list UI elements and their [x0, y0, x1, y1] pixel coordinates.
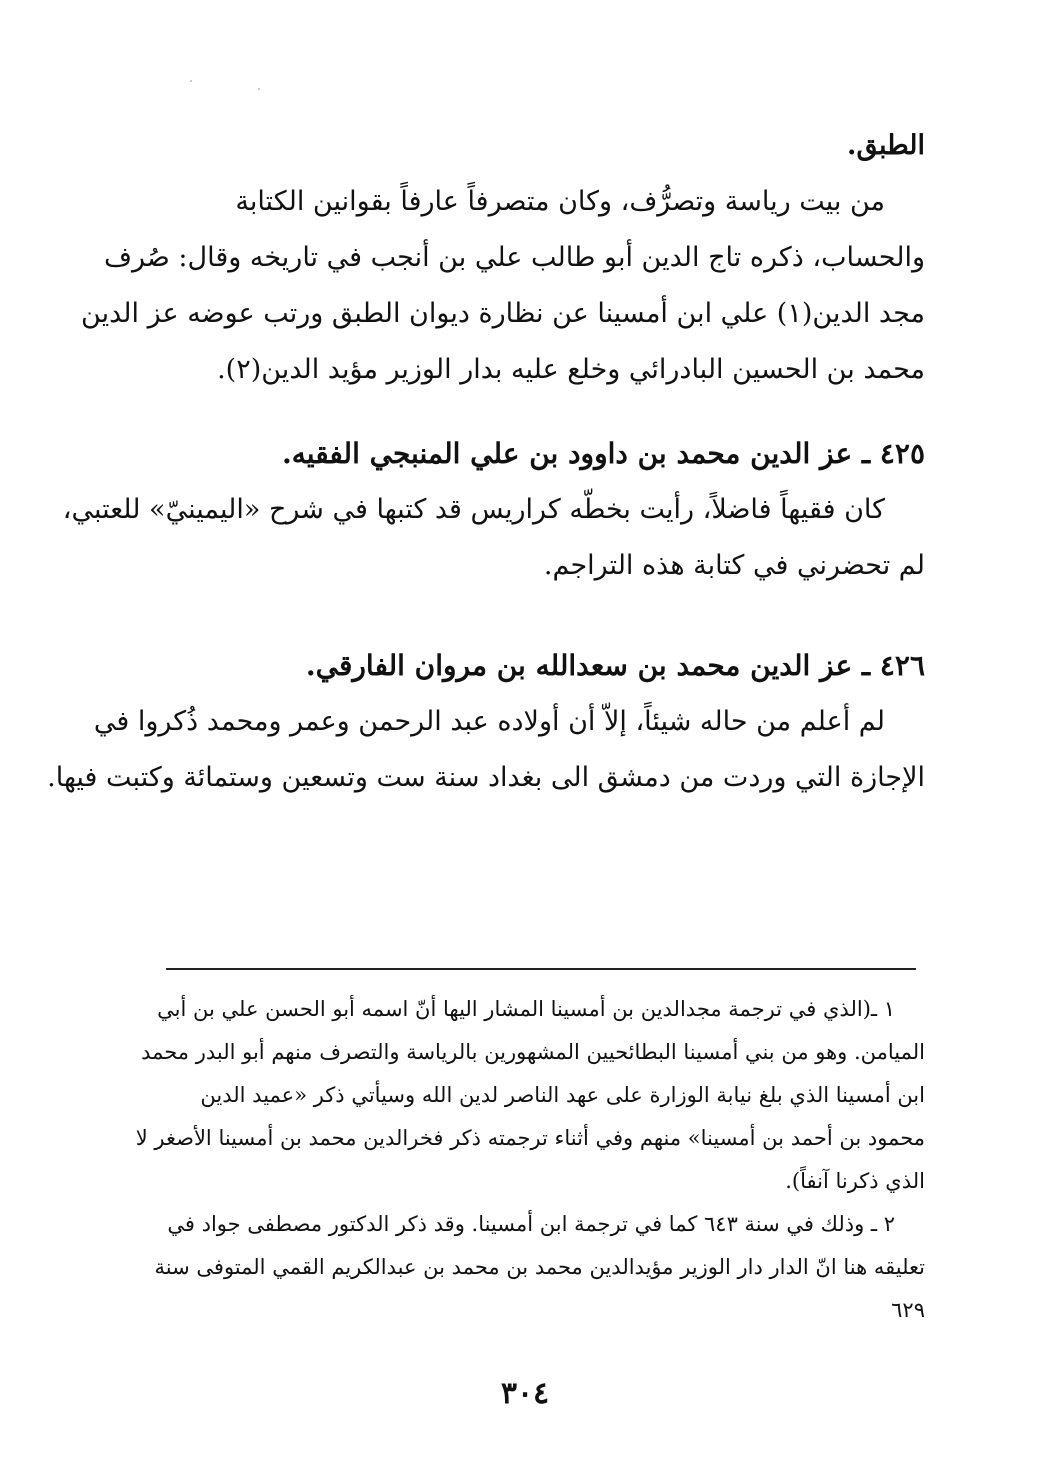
footnote-line: ٦٢٩ — [891, 1298, 925, 1322]
entry-426 — [47, 638, 925, 806]
footnote-line: ابن أمسينا الذي بلغ نيابة الوزارة على عهد الناصر لدين الله وسيأتي ذكر «عميد الدين — [200, 1083, 925, 1107]
footnote-line: الذي ذكرنا آنفاً). — [785, 1169, 925, 1193]
entry-tail: الطبق. — [847, 130, 925, 161]
text-line: الإجازة التي وردت من دمشق الى بغداد سنة ست وتسعين وستمائة وكتبت فيها. — [47, 762, 925, 793]
footnote-divider — [166, 968, 916, 970]
entry-heading: ٤٢٦ ـ عز الدين محمد بن سعدالله بن مروان الفارقي. — [305, 649, 925, 682]
entry-previous — [81, 118, 925, 398]
footnote-line: ٢ ـ وذلك في سنة ٦٤٣ كما في ترجمة ابن أمسينا. وقد ذكر الدكتور مصطفى جواد في — [167, 1212, 895, 1236]
page-number: ٣٠٤ — [500, 1376, 550, 1411]
speck — [190, 80, 192, 82]
text-line: لم أعلم من حاله شيئاً، إلاّ أن أولاده عبد الرحمن وعمر ومحمد ذُكروا في — [93, 706, 885, 737]
text-line: كان فقيهاً فاضلاً، رأيت بخطّه كراريس قد كتبها في شرح «اليمينيّ» للعتبي، — [62, 494, 885, 525]
entry-425 — [62, 426, 925, 594]
text-line: محمد بن الحسين البادرائي وخلع عليه بدار الوزير مؤيد الدين(٢). — [217, 354, 925, 385]
text-line: مجد الدين(١) علي ابن أمسينا عن نظارة ديوان الطبق ورتب عوضه عز الدين — [81, 298, 925, 329]
text-line: من بيت رياسة وتصرُّف، وكان متصرفاً عارفاً بقوانين الكتابة — [235, 186, 885, 217]
footnote-line: تعليقه هنا انّ الدار دار الوزير مؤيدالدين محمد بن محمد بن عبدالكريم القمي المتوفى سنة — [154, 1255, 925, 1279]
entry-heading: ٤٢٥ ـ عز الدين محمد بن داوود بن علي المنبجي الفقيه. — [282, 437, 925, 470]
text-line: والحساب، ذكره تاج الدين أبو طالب علي بن أنجب في تاريخه وقال: صُرف — [104, 242, 925, 273]
footnote-line: الميامن. وهو من بني أمسينا البطائحيين المشهورين بالرياسة والتصرف منهم أبو البدر محمد — [141, 1040, 925, 1064]
footnotes — [135, 988, 925, 1332]
speck — [258, 88, 260, 90]
text-line: لم تحضرني في كتابة هذه التراجم. — [543, 550, 925, 581]
footnote-line: محمود بن أحمد بن أمسينا» منهم وفي أثناء ترجمته ذكر فخرالدين محمد بن أمسينا الأصغر لا — [135, 1126, 925, 1150]
footnote-line: ١ ـ(الذي في ترجمة مجدالدين بن أمسينا المشار اليها أنّ اسمه أبو الحسن علي بن أبي — [157, 997, 895, 1021]
